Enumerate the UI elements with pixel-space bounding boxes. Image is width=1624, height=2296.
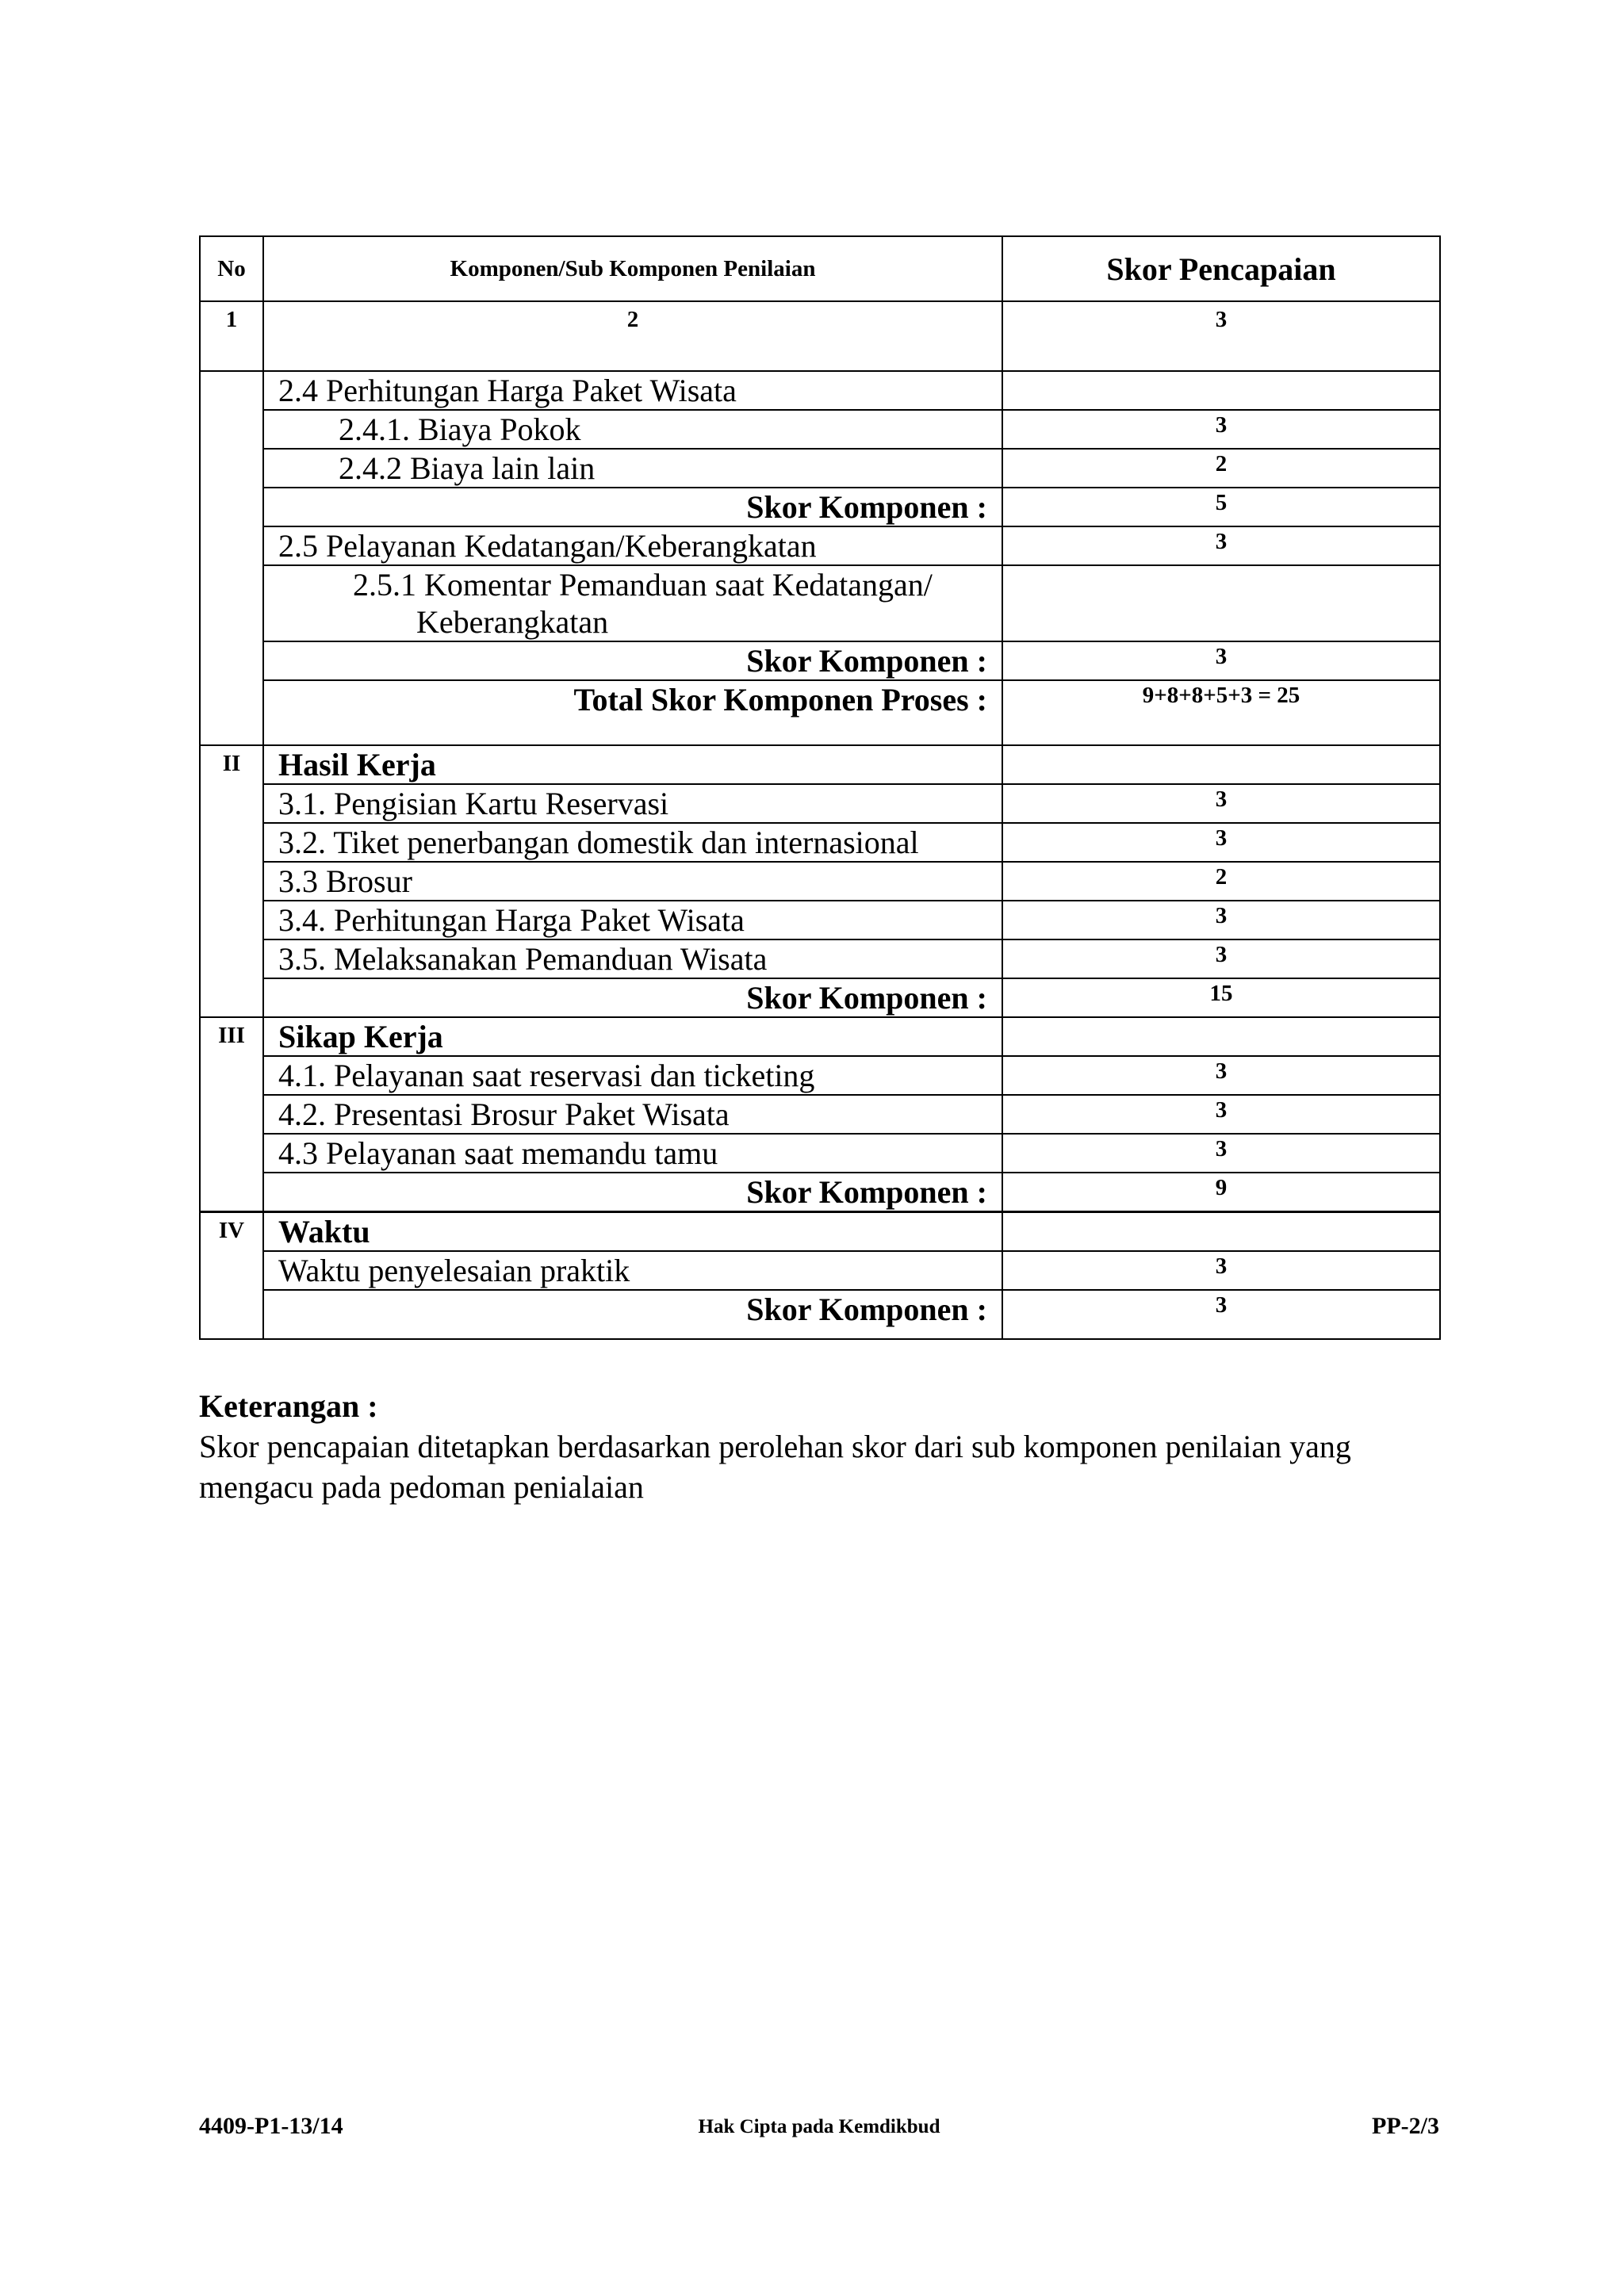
section-score-empty <box>1002 1017 1440 1056</box>
item-score: 3 <box>1002 410 1440 449</box>
component-score-label: Skor Komponen : <box>263 1290 1002 1339</box>
component-score-row <box>200 978 1440 1017</box>
item-label: 4.2. Presentasi Brosur Paket Wisata <box>263 1095 1002 1134</box>
item-label-multiline <box>263 565 1002 641</box>
notes-section <box>199 1386 1468 1507</box>
item-label-line1: 2.5.1 Komentar Pemanduan saat Kedatangan/ <box>353 567 933 603</box>
section-number: III <box>200 1017 263 1212</box>
notes-line-1: Skor pencapaian ditetapkan berdasarkan perolehan skor dari sub komponen penilaian yang <box>199 1429 1351 1464</box>
component-score-value: 3 <box>1002 641 1440 680</box>
table-row <box>200 1095 1440 1134</box>
section-title: Waktu <box>263 1212 1002 1252</box>
item-label: 3.3 Brosur <box>263 862 1002 901</box>
component-score-row <box>200 488 1440 526</box>
table-row <box>200 1251 1440 1290</box>
notes-title: Keterangan : <box>199 1388 378 1424</box>
item-score: 3 <box>1002 823 1440 862</box>
component-score-value: 5 <box>1002 488 1440 526</box>
no-cell-proses <box>200 371 263 745</box>
component-score-label: Skor Komponen : <box>263 978 1002 1017</box>
item-score <box>1002 565 1440 641</box>
item-score: 3 <box>1002 784 1440 823</box>
footer-copyright: Hak Cipta pada Kemdikbud <box>698 2116 940 2137</box>
item-score: 3 <box>1002 526 1440 565</box>
item-label: 2.4 Perhitungan Harga Paket Wisata <box>263 371 1002 410</box>
section-header-row <box>200 1212 1440 1252</box>
item-score <box>1002 371 1440 410</box>
item-score: 2 <box>1002 449 1440 488</box>
item-label: 3.4. Perhitungan Harga Paket Wisata <box>263 901 1002 939</box>
total-score-value: 9+8+8+5+3 = 25 <box>1002 680 1440 745</box>
component-score-label: Skor Komponen : <box>263 488 1002 526</box>
component-score-row <box>200 1173 1440 1212</box>
footer-page-number: PP-2/3 <box>1372 2113 1439 2139</box>
section-title: Hasil Kerja <box>263 745 1002 784</box>
item-label: 4.3 Pelayanan saat memandu tamu <box>263 1134 1002 1173</box>
column-number-3: 3 <box>1002 301 1440 371</box>
component-score-row <box>200 1290 1440 1339</box>
section-score-empty <box>1002 1212 1440 1252</box>
component-score-value: 15 <box>1002 978 1440 1017</box>
header-no: No <box>200 236 263 301</box>
component-score-row <box>200 641 1440 680</box>
table-row <box>200 1056 1440 1095</box>
table-row <box>200 1134 1440 1173</box>
table-row <box>200 371 1440 410</box>
table-row <box>200 526 1440 565</box>
table-row <box>200 784 1440 823</box>
total-score-row <box>200 680 1440 745</box>
component-score-label: Skor Komponen : <box>263 641 1002 680</box>
column-number-2: 2 <box>263 301 1002 371</box>
component-score-label: Skor Komponen : <box>263 1173 1002 1212</box>
section-title: Sikap Kerja <box>263 1017 1002 1056</box>
component-score-value: 3 <box>1002 1290 1440 1339</box>
total-score-label: Total Skor Komponen Proses : <box>263 680 1002 745</box>
component-score-value: 9 <box>1002 1173 1440 1212</box>
table-row <box>200 823 1440 862</box>
item-label: 3.5. Melaksanakan Pemanduan Wisata <box>263 939 1002 978</box>
item-label: 3.2. Tiket penerbangan domestik dan internasional <box>263 823 1002 862</box>
section-header-row <box>200 745 1440 784</box>
item-score: 2 <box>1002 862 1440 901</box>
item-score: 3 <box>1002 1134 1440 1173</box>
item-score: 3 <box>1002 1095 1440 1134</box>
notes-line-2: mengacu pada pedoman penialaian <box>199 1469 644 1505</box>
header-komponen: Komponen/Sub Komponen Penilaian <box>263 236 1002 301</box>
section-score-empty <box>1002 745 1440 784</box>
column-number-row <box>200 301 1440 371</box>
table-row <box>200 410 1440 449</box>
header-skor: Skor Pencapaian <box>1002 236 1440 301</box>
table-row <box>200 449 1440 488</box>
table-header-row <box>200 236 1440 301</box>
item-label: 3.1. Pengisian Kartu Reservasi <box>263 784 1002 823</box>
table-row <box>200 939 1440 978</box>
table-row <box>200 565 1440 641</box>
section-number: IV <box>200 1212 263 1340</box>
section-number: II <box>200 745 263 1017</box>
section-header-row <box>200 1017 1440 1056</box>
footer-doc-code: 4409-P1-13/14 <box>199 2113 343 2139</box>
item-score: 3 <box>1002 1251 1440 1290</box>
item-label: 4.1. Pelayanan saat reservasi dan ticketing <box>263 1056 1002 1095</box>
table-row <box>200 862 1440 901</box>
item-label: 2.5 Pelayanan Kedatangan/Keberangkatan <box>263 526 1002 565</box>
item-label-line2: Keberangkatan <box>416 604 609 640</box>
item-label: 2.4.1. Biaya Pokok <box>263 410 1002 449</box>
item-label: Waktu penyelesaian praktik <box>263 1251 1002 1290</box>
item-label: 2.4.2 Biaya lain lain <box>263 449 1002 488</box>
assessment-score-table <box>199 235 1441 1340</box>
column-number-1: 1 <box>200 301 263 371</box>
item-score: 3 <box>1002 1056 1440 1095</box>
page-footer <box>199 2113 1439 2145</box>
item-score: 3 <box>1002 939 1440 978</box>
table-row <box>200 901 1440 939</box>
item-score: 3 <box>1002 901 1440 939</box>
